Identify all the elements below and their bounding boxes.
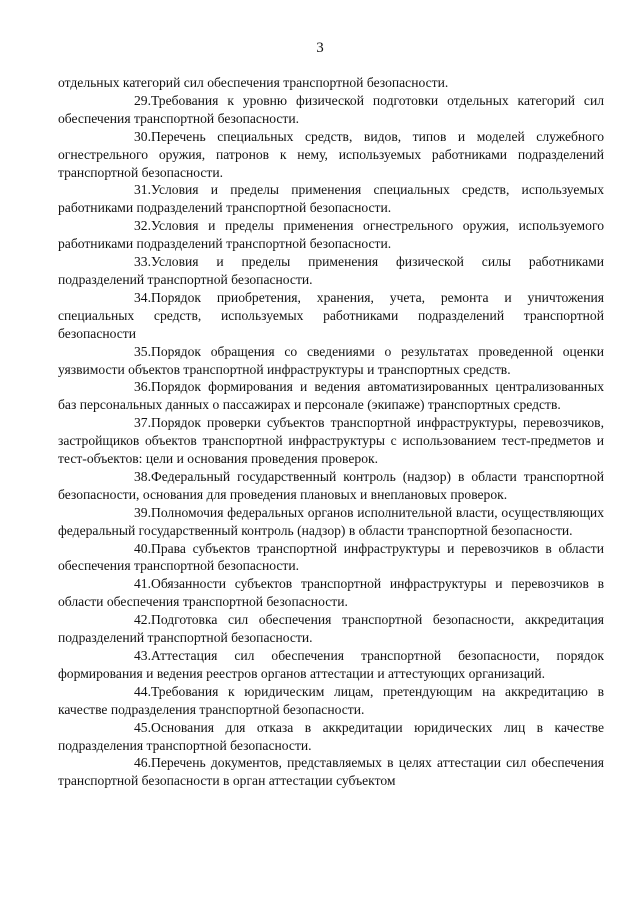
item-text: Аттестация сил обеспечения транспортной безопасности, порядок формирования и ведения реестров органов аттестации и аттестующих организаций. xyxy=(58,648,604,681)
item-text: Условия и пределы применения специальных средств, используемых работниками подразделений транспортной безопасности. xyxy=(58,182,604,216)
list-item xyxy=(58,414,604,468)
item-number: 46. xyxy=(134,755,151,771)
item-number: 30. xyxy=(134,128,151,144)
item-number: 40. xyxy=(134,540,151,556)
item-number: 41. xyxy=(134,576,151,592)
list-item xyxy=(58,647,604,683)
item-number: 29. xyxy=(134,92,151,108)
item-number: 36. xyxy=(134,379,151,395)
list-item xyxy=(58,92,604,128)
item-number: 44. xyxy=(134,683,151,699)
list-item xyxy=(58,181,604,217)
item-text: Полномочия федеральных органов исполнительной власти, осуществляющих федеральный государственный контроль (надзор) в области транспортной безопасности. xyxy=(58,504,604,538)
item-number: 38. xyxy=(134,468,151,484)
item-number: 35. xyxy=(134,343,151,359)
item-number: 31. xyxy=(134,182,151,198)
item-text: Порядок проверки субъектов транспортной инфраструктуры, перевозчиков, застройщиков объектов транспортной инфраструктуры с использованием тест-предметов и тест-объектов: цели и основания проведения проверок. xyxy=(58,415,604,467)
list-item xyxy=(58,504,604,540)
item-text: Условия и пределы применения физической силы работниками подразделений транспортной безопасности. xyxy=(58,254,604,287)
list-item xyxy=(58,343,604,379)
item-number: 39. xyxy=(134,504,151,520)
list-item xyxy=(58,754,604,790)
list-item xyxy=(58,253,604,289)
item-text: Подготовка сил обеспечения транспортной безопасности, аккредитация подразделений транспортной безопасности. xyxy=(58,612,604,646)
item-text: Условия и пределы применения огнестрельного оружия, используемого работниками подразделений транспортной безопасности. xyxy=(58,218,604,252)
item-number: 42. xyxy=(134,612,151,628)
item-text: Требования к юридическим лицам, претендующим на аккредитацию в качестве подразделения транспортной безопасности. xyxy=(58,683,604,717)
list-item xyxy=(58,378,604,414)
item-text: Федеральный государственный контроль (надзор) в области транспортной безопасности, основания для проведения плановых и внеплановых проверок. xyxy=(58,468,604,502)
item-text: Права субъектов транспортной инфраструктуры и перевозчиков в области обеспечения транспортной безопасности. xyxy=(58,540,604,574)
item-number: 34. xyxy=(134,289,151,305)
list-item xyxy=(58,611,604,647)
item-text: Основания для отказа в аккредитации юридических лиц в качестве подразделения транспортной безопасности. xyxy=(58,719,604,753)
page-number: 3 xyxy=(316,40,324,56)
item-text: Порядок приобретения, хранения, учета, ремонта и уничтожения специальных средств, используемых работниками подразделений транспортной безопасности xyxy=(58,289,604,341)
item-text: Требования к уровню физической подготовки отдельных категорий сил обеспечения транспортной безопасности. xyxy=(58,92,604,126)
item-number: 37. xyxy=(134,415,151,431)
numbered-list xyxy=(58,92,604,790)
list-item xyxy=(58,575,604,611)
item-text: Порядок обращения со сведениями о результатах проведенной оценки уязвимости объектов транспортной инфраструктуры и транспортных средств. xyxy=(58,343,604,377)
list-item xyxy=(58,128,604,182)
item-text: Перечень документов, представляемых в целях аттестации сил обеспечения транспортной безопасности в орган аттестации субъектом xyxy=(58,755,604,789)
item-text: Перечень специальных средств, видов, типов и моделей служебного огнестрельного оружия, патронов к нему, используемых работниками подразделений транспортной безопасности. xyxy=(58,128,604,180)
list-item xyxy=(58,683,604,719)
continuation-paragraph: отдельных категорий сил обеспечения транспортной безопасности. xyxy=(58,75,449,90)
list-item xyxy=(58,540,604,576)
item-text: Порядок формирования и ведения автоматизированных централизованных баз персональных данных о пассажирах и персонале (экипаже) транспортных средств. xyxy=(58,379,604,413)
list-item xyxy=(58,719,604,755)
item-number: 43. xyxy=(134,648,151,663)
item-number: 45. xyxy=(134,719,151,735)
list-item xyxy=(58,468,604,504)
item-number: 33. xyxy=(134,254,151,270)
item-text: Обязанности субъектов транспортной инфраструктуры и перевозчиков в области обеспечения транспортной безопасности. xyxy=(58,576,604,610)
item-number: 32. xyxy=(134,218,151,234)
list-item xyxy=(58,289,604,343)
document-body xyxy=(58,74,604,790)
list-item xyxy=(58,217,604,253)
